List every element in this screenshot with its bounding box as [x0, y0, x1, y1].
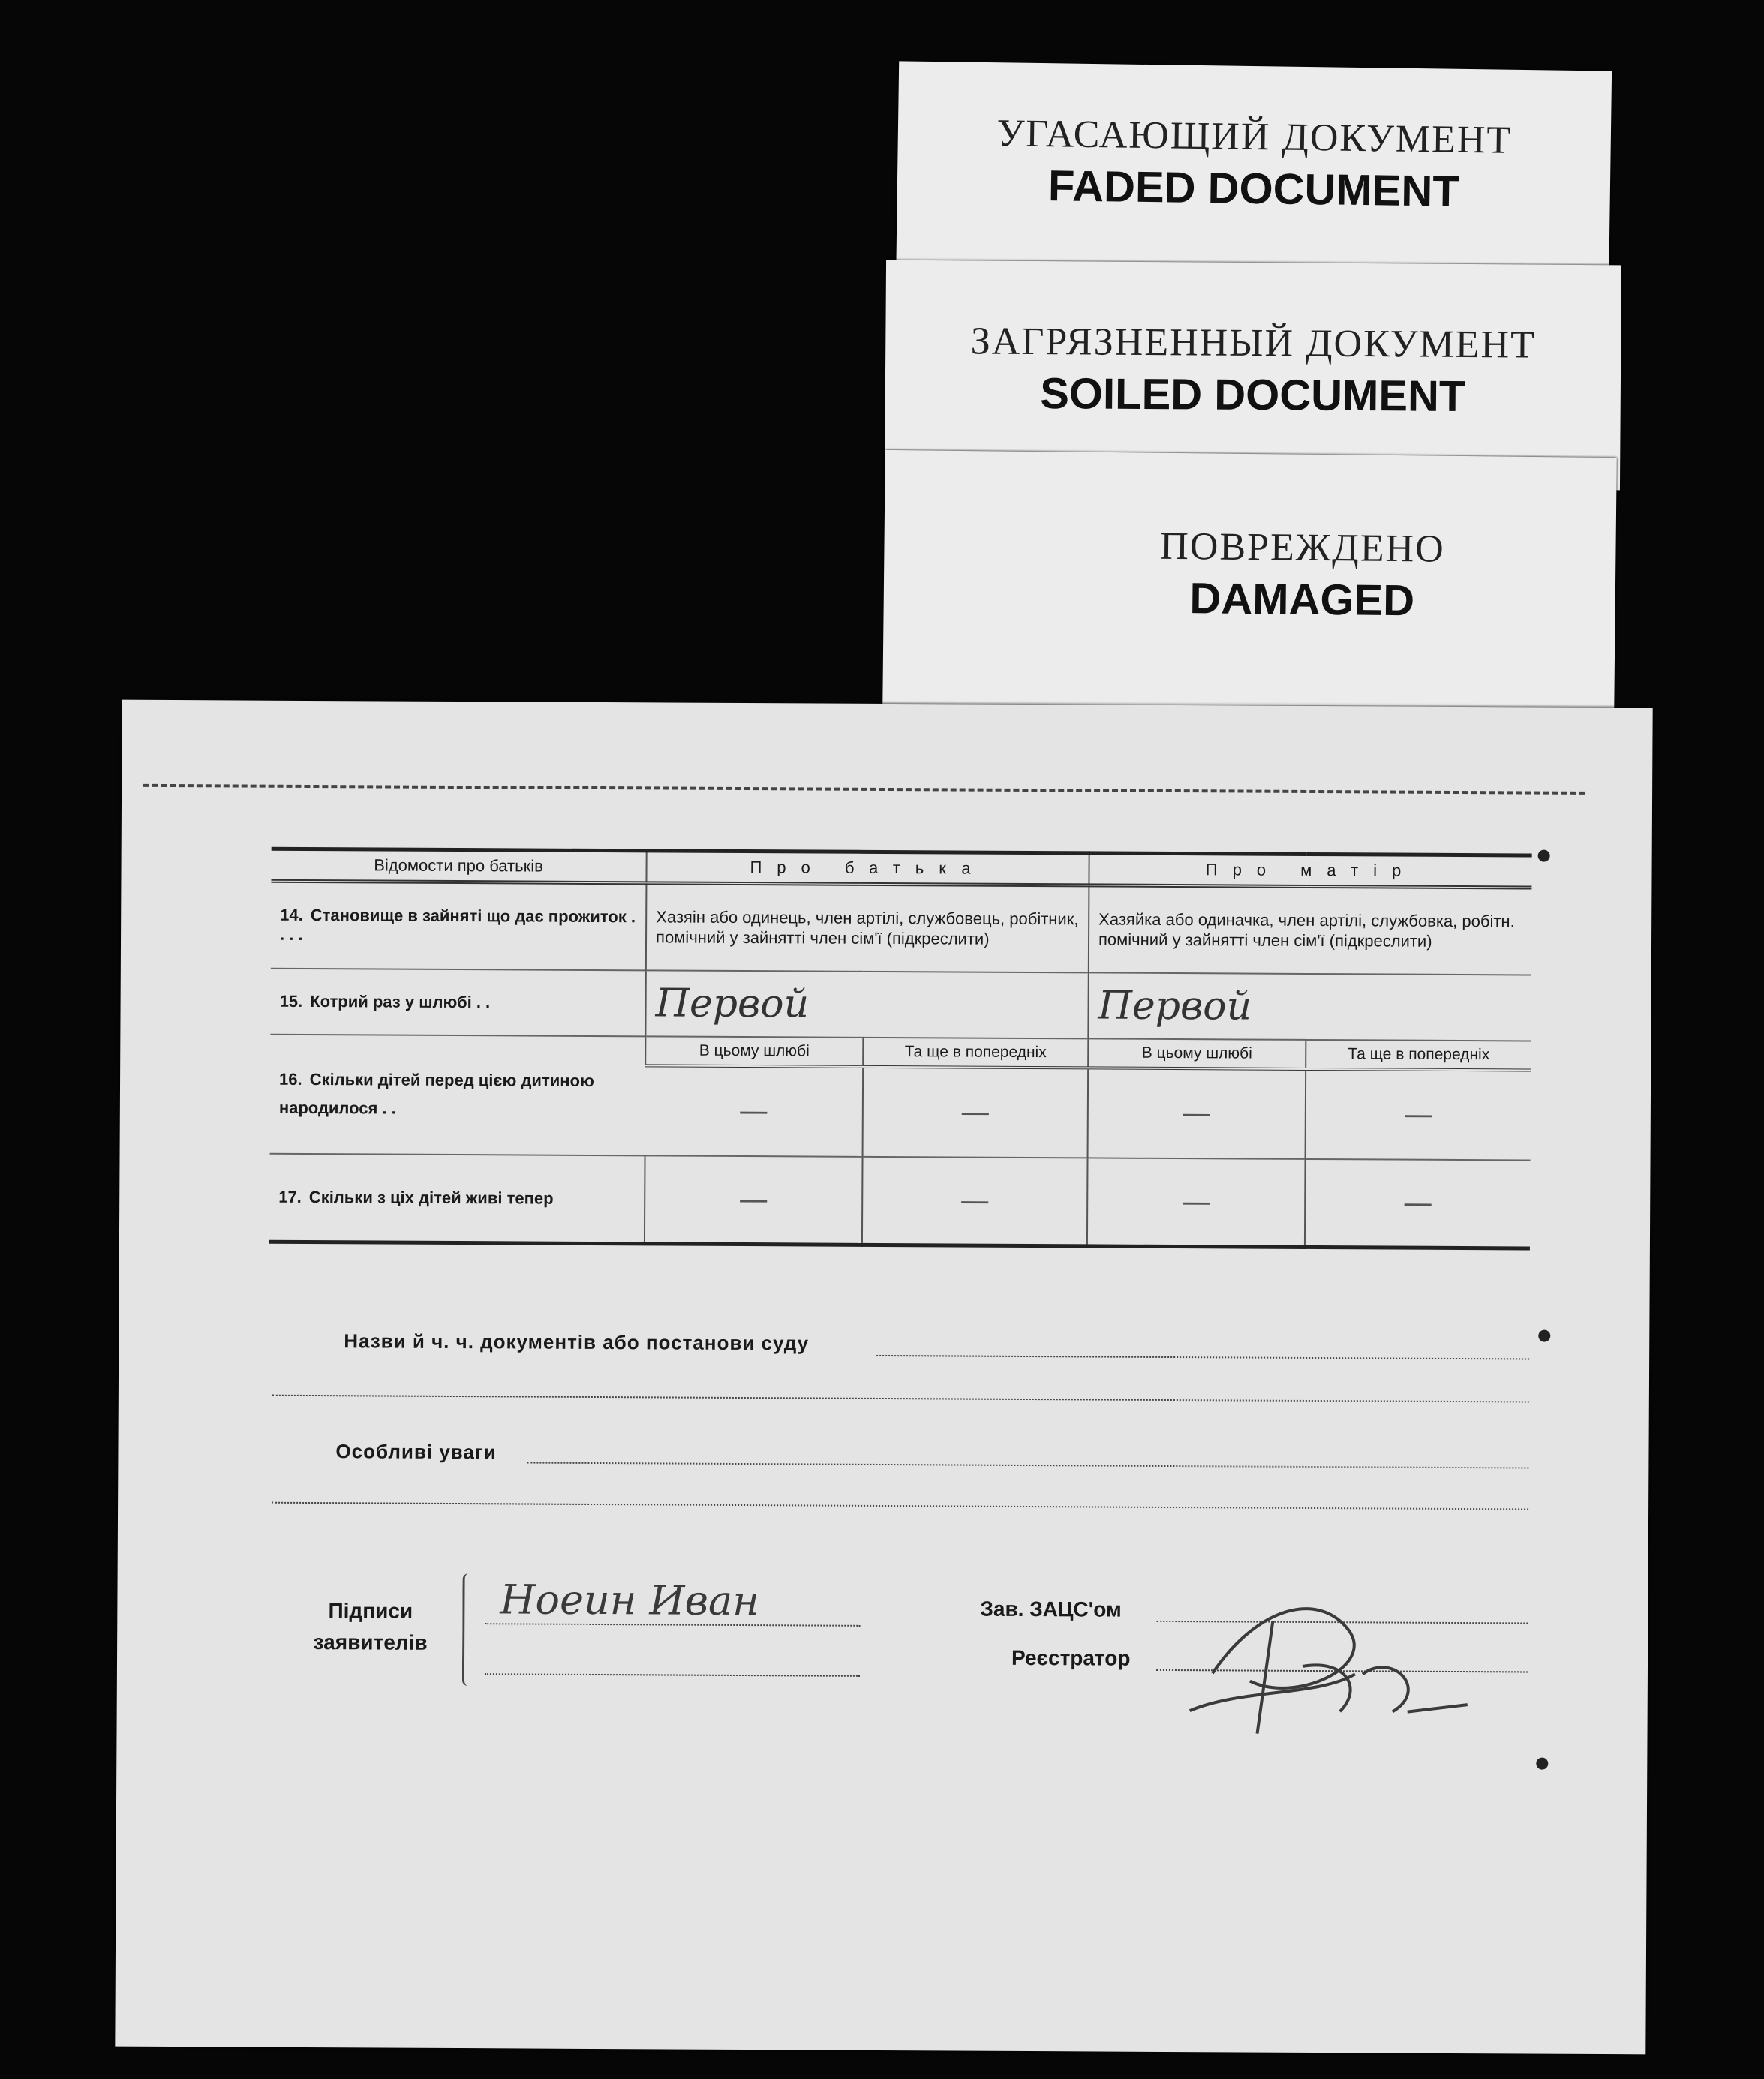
- applicant-signatures-label: Підписи заявителів: [313, 1599, 428, 1654]
- punch-hole: [1538, 1330, 1550, 1342]
- father-previous-header: Та ще в попередніх: [863, 1037, 1088, 1068]
- mother-this-marriage-header: В цьому шлюбі: [1088, 1038, 1306, 1069]
- form-sheet: [115, 700, 1652, 2055]
- row-17-value: —: [1087, 1158, 1306, 1248]
- remarks-line: [527, 1462, 1528, 1469]
- faded-label-ru: УГАСАЮЩИЙ ДОКУМЕНТ: [996, 112, 1513, 162]
- applicant-signature: Ноеин Иван: [500, 1576, 759, 1625]
- row-17-value: —: [645, 1155, 863, 1245]
- signature-line-1: [485, 1623, 860, 1627]
- registrar-label: Реєстратор: [1011, 1645, 1131, 1670]
- punch-hole: [1536, 1758, 1548, 1770]
- head-of-registry-label: Зав. ЗАЦС'ом: [980, 1597, 1122, 1621]
- mother-occupation-options: Хазяйка або одиначка, член артілі, службовка, робітн. помічний у зайнятті член сім'ї (підкреслити): [1089, 885, 1532, 975]
- perforation-line: [143, 784, 1585, 795]
- signature-line-2: [485, 1673, 860, 1677]
- signature-brace: [462, 1573, 474, 1686]
- header-about-mother: Про матір: [1089, 853, 1531, 888]
- row-14-label: 14. Становище в зайняті що дає прожиток . . . .: [280, 906, 636, 945]
- father-occupation-options: Хазяін або одинець, член артілі, службовець, робітник, помічний у зайнятті член сім'ї (підкреслити): [646, 883, 1089, 972]
- faded-label-en: FADED DOCUMENT: [1047, 161, 1460, 216]
- table-row: [270, 968, 1531, 1041]
- row-16-label: 16. Скільки дітей перед цією дитиною народилося . .: [278, 1069, 594, 1118]
- header-parents-info: Відомости про батьків: [374, 855, 543, 876]
- row-16-value: —: [738, 1093, 769, 1129]
- table-row: [271, 881, 1532, 975]
- damaged-label-en: DAMAGED: [1189, 574, 1415, 626]
- documents-line: [876, 1355, 1529, 1360]
- row-16-value: —: [1088, 1068, 1306, 1159]
- row-16-value: —: [863, 1066, 1089, 1158]
- soiled-label-en: SOILED DOCUMENT: [1040, 369, 1466, 421]
- row-17-label: 17. Скільки з ціх дітей живі тепер: [278, 1187, 554, 1208]
- damaged-document-label: [882, 450, 1617, 717]
- table-row: [269, 1153, 1531, 1248]
- remarks-label: Особливі уваги: [335, 1440, 497, 1464]
- mother-marriage-count: Первой: [1088, 972, 1531, 1041]
- table-subheader-row: [270, 1034, 1531, 1070]
- remarks-line-2: [272, 1502, 1528, 1510]
- row-16-value: —: [1306, 1068, 1531, 1160]
- punch-hole: [1538, 850, 1550, 862]
- documents-label: Назви й ч. ч. документів або постанови суду: [344, 1329, 810, 1355]
- mother-previous-header: Та ще в попередніх: [1306, 1039, 1531, 1070]
- parents-info-table: [269, 847, 1532, 1251]
- documents-line-2: [272, 1395, 1529, 1403]
- soiled-label-ru: ЗАГРЯЗНЕННЫЙ ДОКУМЕНТ: [970, 320, 1537, 367]
- row-15-label: 15. Котрий раз у шлюбі . .: [279, 991, 491, 1011]
- row-17-value: —: [1305, 1158, 1531, 1248]
- header-about-father: Про батька: [646, 851, 1089, 885]
- damaged-label-ru: ПОВРЕЖДЕНО: [1160, 524, 1445, 571]
- registrar-signature-scribble: [1167, 1561, 1498, 1757]
- row-17-value: —: [862, 1156, 1088, 1246]
- father-this-marriage-header: В цьому шлюбі: [645, 1036, 863, 1067]
- father-marriage-count: Первой: [645, 970, 1088, 1038]
